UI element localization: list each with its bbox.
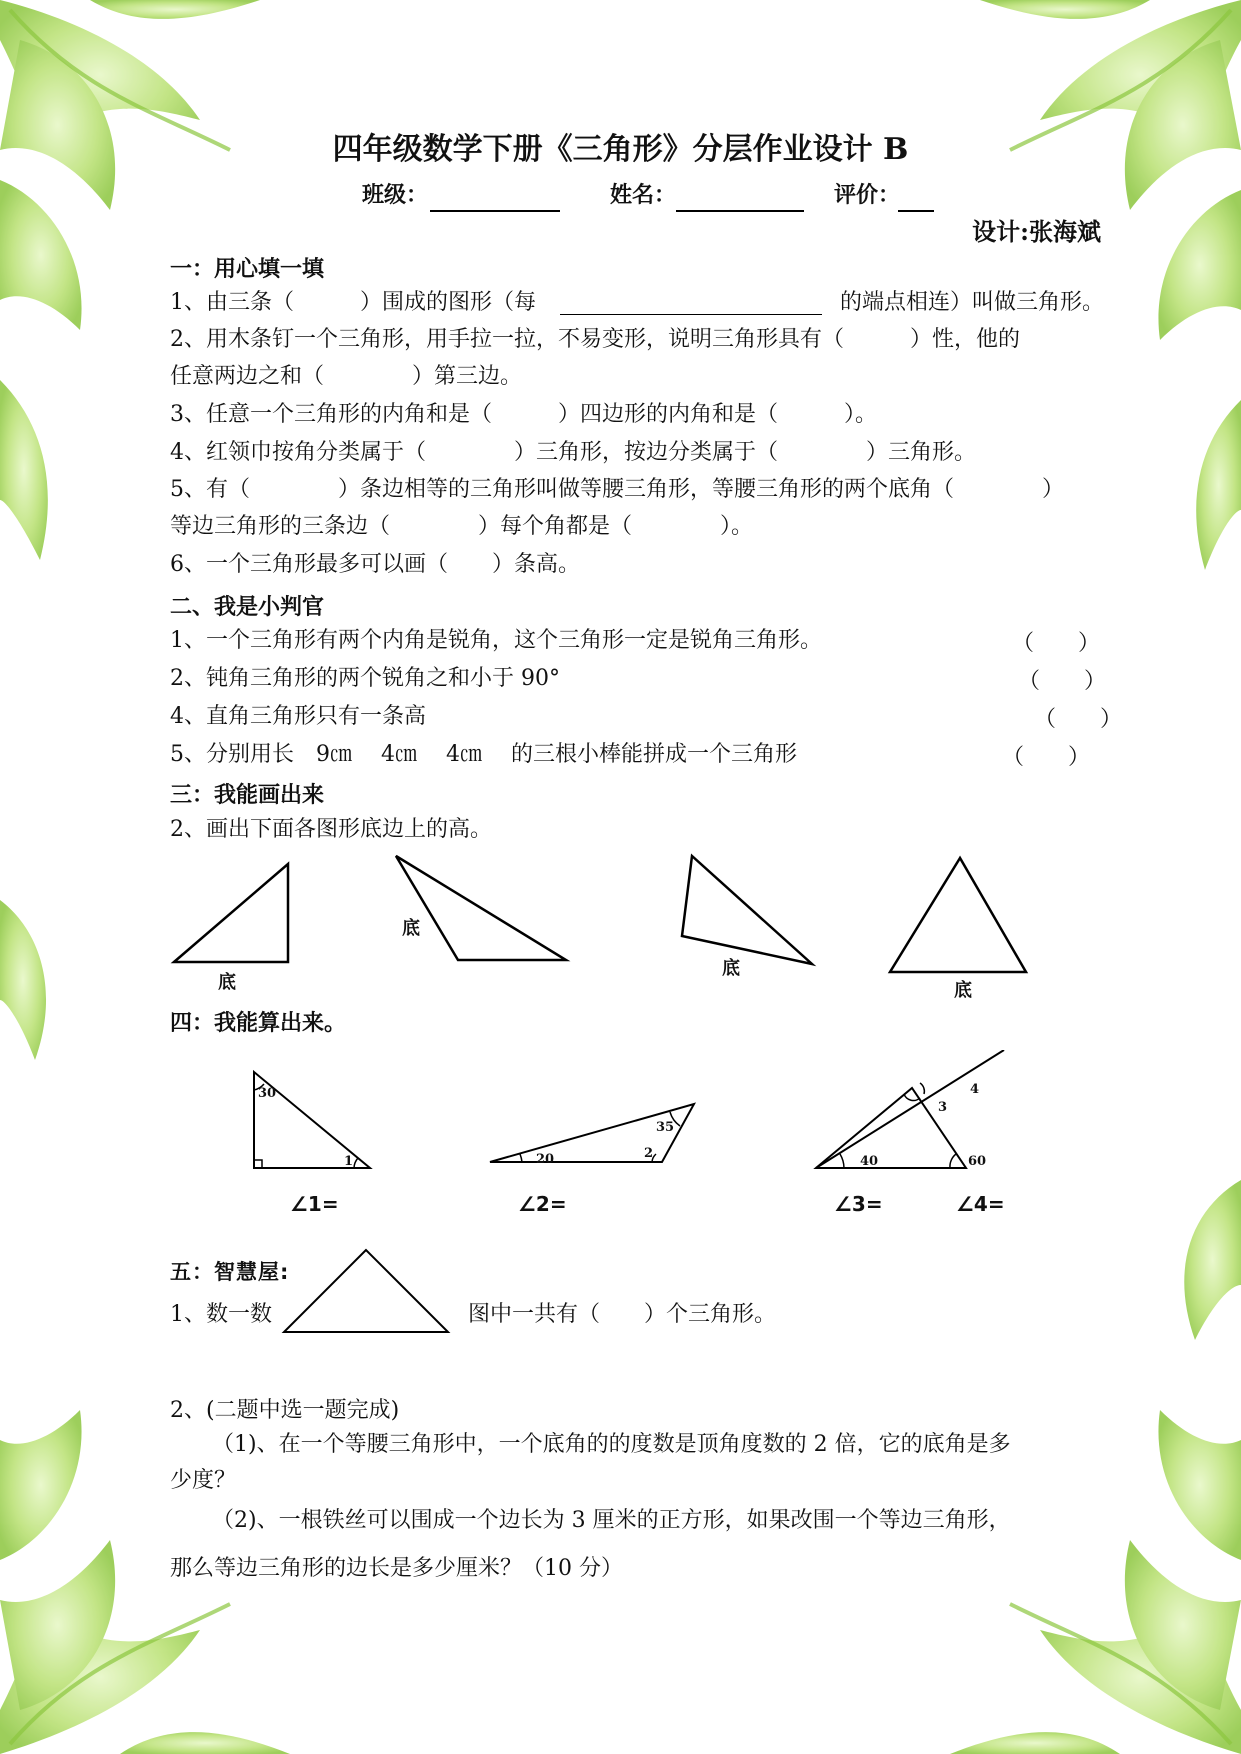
angle-marker-4: 4 [970, 1082, 980, 1097]
base-label: 底 [402, 918, 420, 939]
section-4-heading: 四：我能算出来。 [170, 1010, 347, 1036]
sec1-q1: 1、由三条（ ）围成的图形（每 [170, 290, 536, 315]
sec5-q2-2-line1: （2)、一根铁丝可以围成一个边长为 3 厘米的正方形，如果改围一个等边三角形， [212, 1508, 1011, 1533]
sec5-q2-2-line2: 那么等边三角形的边长是多少厘米？（10 分） [170, 1556, 623, 1581]
sec1-q5-line2: 等边三角形的三条边（ ）每个角都是（ ）。 [170, 514, 754, 539]
page-title: 四年级数学下册《三角形》分层作业设计 B [332, 132, 909, 167]
judge-item: 2、钝角三角形的两个锐角之和小于 90° [170, 666, 560, 691]
angle-value-60: 60 [968, 1154, 987, 1169]
sec5-q1-suffix: 图中一共有（ ）个三角形。 [468, 1302, 777, 1327]
name-field[interactable] [676, 186, 804, 212]
section-5-heading: 五：智慧屋: [170, 1260, 290, 1284]
section-2-heading: 二、我是小判官 [170, 594, 325, 620]
angle-marker-3: 3 [938, 1100, 948, 1115]
judge-answer-box[interactable]: （ ） [1012, 631, 1101, 656]
judge-item: 1、一个三角形有两个内角是锐角，这个三角形一定是锐角三角形。 [170, 628, 822, 653]
sec5-q2-1-line2: 少度？ [170, 1468, 237, 1493]
grade-field[interactable] [898, 186, 934, 212]
judge-item: 5、分别用长 9㎝ 4㎝ 4㎝ 的三根小棒能拼成一个三角形 [170, 742, 797, 767]
sec1-q6: 6、一个三角形最多可以画（ ）条高。 [170, 552, 580, 577]
sec1-q1-tail: 的端点相连）叫做三角形。 [840, 290, 1105, 315]
angle-value-40: 40 [860, 1154, 879, 1169]
sec1-q4: 4、红领巾按角分类属于（ ）三角形，按边分类属于（ ）三角形。 [170, 440, 976, 465]
draw-height-figures[interactable] [160, 850, 1080, 1010]
grade-label: 评价： [834, 182, 901, 208]
answer-label-angle-4: ∠4= [956, 1192, 1005, 1216]
angle-value-35: 35 [656, 1120, 675, 1135]
judge-answer-box[interactable]: （ ） [1002, 745, 1091, 770]
angle-marker-1: 1 [344, 1154, 354, 1169]
angle-value-20: 20 [536, 1152, 555, 1167]
angle-marker-2: 2 [644, 1146, 654, 1161]
base-label: 底 [722, 958, 740, 979]
sec5-q1-prefix: 1、数一数 [170, 1302, 272, 1327]
judge-item: 4、直角三角形只有一条高 [170, 704, 426, 729]
equilateral-triangle-figure [890, 858, 1026, 972]
class-label: 班级： [362, 182, 429, 208]
sec1-q5-line1: 5、有（ ）条边相等的三角形叫做等腰三角形，等腰三角形的两个底角（ ） [170, 477, 1065, 502]
base-label: 底 [218, 972, 236, 993]
answer-label-angle-3: ∠3= [834, 1192, 883, 1216]
answer-label-angle-2: ∠2= [518, 1192, 567, 1216]
designer-credit: 设计:张海斌 [972, 217, 1101, 246]
sec5-q2-intro: 2、(二题中选一题完成) [170, 1398, 400, 1423]
acute-triangle-figure [682, 856, 812, 964]
sec1-q2-line1: 2、用木条钉一个三角形，用手拉一拉，不易变形，说明三角形具有（ ）性，他的 [170, 327, 1020, 352]
sec5-q2-1-line1: （1)、在一个等腰三角形中，一个底角的的度数是顶角度数的 2 倍，它的底角是多 [212, 1432, 1011, 1457]
angle-figure-3 [816, 1050, 1004, 1168]
obtuse-triangle-figure [396, 856, 566, 960]
sec3-q2: 2、画出下面各图形底边上的高。 [170, 817, 492, 842]
section-3-heading: 三：我能画出来 [170, 782, 325, 808]
base-label: 底 [954, 980, 972, 1001]
sec1-q2-line2: 任意两边之和（ ）第三边。 [170, 364, 523, 389]
count-triangles-figure [278, 1244, 454, 1336]
answer-label-angle-1: ∠1= [290, 1192, 339, 1216]
section-1-heading: 一：用心填一填 [170, 256, 325, 282]
sec1-q3: 3、任意一个三角形的内角和是（ ）四边形的内角和是（ ）。 [170, 402, 877, 427]
right-triangle-figure [174, 864, 288, 962]
class-field[interactable] [430, 186, 560, 212]
sec1-q1-blank[interactable] [560, 290, 822, 315]
angle-figures [240, 1050, 1020, 1180]
judge-answer-box[interactable]: （ ） [1018, 669, 1107, 694]
angle-value-30: 30 [258, 1086, 277, 1101]
name-label: 姓名： [610, 182, 677, 208]
judge-answer-box[interactable]: （ ） [1034, 707, 1123, 732]
